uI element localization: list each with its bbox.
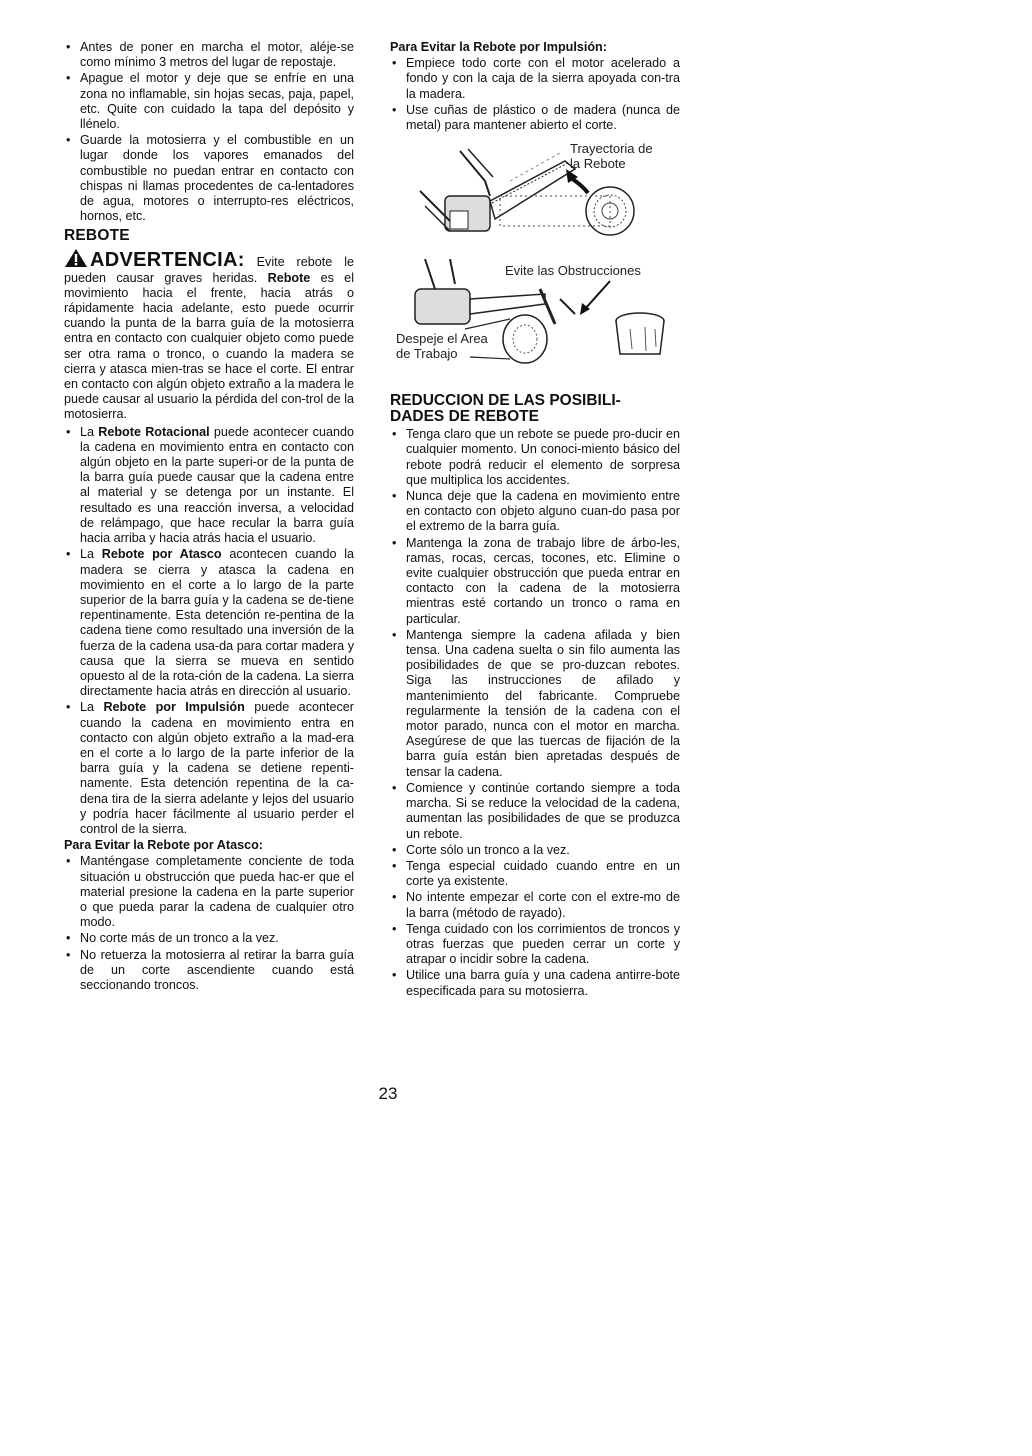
kickback-path-figure xyxy=(390,141,680,251)
warning-triangle-icon xyxy=(64,248,88,268)
section-title-line: REDUCCION DE LAS POSIBILI- xyxy=(390,392,621,410)
section-title-reduction xyxy=(390,393,680,425)
pinch-avoid-list xyxy=(64,854,354,993)
list-item-rotational xyxy=(64,425,354,547)
item-prefix: La xyxy=(80,700,104,715)
chainsaw-kickback-illustration xyxy=(390,141,680,251)
list-item: • No intente empezar el corte con el extre-mo de la barra (método de rayado). xyxy=(390,890,680,920)
list-item: • Mantenga la zona de trabajo libre de árbo-les, ramas, rocas, cercas, tocones, etc. Elimine o evite cualquier obstrucción que pueda entrar en contacto con la cadena de la motosierra mientras esté cortando un tronco o rama en particular. xyxy=(390,536,680,627)
obstructions-figure xyxy=(390,259,680,377)
list-item: • No corte más de un tronco a la vez. xyxy=(64,931,354,946)
item-text: acontecen cuando la madera se cierra y atasca la cadena en movimiento en el corte a lo largo de la parte superior de la barra guía y la cadena se de-tiene repentinamente. Esta detención re-pentina de la cadena tiene como resultado una inversión de la fuerza de la cadena usa-da para cortar madera y causa que la sierra se mueva en sentido opuesto al de la rota-ción de la cadena. La sierra directamente hacia atrás en dirección al usuario. xyxy=(80,547,354,699)
list-item: • Nunca deje que la cadena en movimiento entre en contacto con objeto alguno cuan-do pasa por el extremo de la barra guía. xyxy=(390,489,680,535)
list-item: • No retuerza la motosierra al retirar la barra guía de un corte ascendiente cuando está seccionando troncos. xyxy=(64,948,354,994)
page-number: 23 xyxy=(378,1084,398,1103)
right-column xyxy=(390,40,680,1000)
list-item: • Empiece todo corte con el motor acelerado a fondo y con la caja de la sierra apoyada con-tra la madera. xyxy=(390,56,680,102)
list-item: • Comience y continúe cortando siempre a toda marcha. Si se reduce la velocidad de la cadena, aumentan las posibilidades de que se produzca un rebote. xyxy=(390,781,680,842)
list-item: • Mantenga siempre la cadena afilada y bien tensa. Una cadena suelta o sin filo aumenta las posibilidades de que se pro-duzcan rebotes. Siga las instrucciones de afilado y mantenimiento del fabricante. Compruebe regularmente la tensión de la cadena con el motor parado, nunca con el motor en marcha. Asegúrese de que las tuercas de fijación de la barra guía están bien apretadas después de tensar la cadena. xyxy=(390,628,680,780)
warning-paragraph xyxy=(64,248,354,422)
warning-text-start: Evite rebote le pueden causar graves heridas. xyxy=(64,255,354,285)
pull-heading: Para Evitar la Rebote por Impulsión: xyxy=(390,40,607,54)
clear-area-label-1: Despeje el Area xyxy=(396,331,488,347)
item-prefix: La xyxy=(80,424,99,439)
list-item: • Guarde la motosierra y el combustible en un lugar donde los vapores emanados del combustible no puedan entrar en contacto con chispas ni llamas procedentes de ca-lentadores de agua, motores o interrupto-res eléctricos, hornos, etc. xyxy=(64,133,354,224)
avoid-obstructions-label: Evite las Obstrucciones xyxy=(505,263,641,279)
pinch-heading: Para Evitar la Rebote por Atasco: xyxy=(64,838,263,853)
kickback-path-label-1: Trayectoria de xyxy=(570,141,653,157)
item-text: puede acontecer cuando la cadena en movimiento entra en contacto con algún objeto extraño a la mad-era en el corte a lo largo de la parte inferior de la barra guía y la cadena se detiene repenti-namente. Esta detención repentina de la ca-dena tira de la sierra adelante y lejos del usuario y podría hacer fácilmente al usuario perder el control de la sierra. xyxy=(80,700,354,836)
left-column xyxy=(64,40,354,994)
list-item: • Corte sólo un tronco a la vez. xyxy=(390,843,680,858)
list-item: • Tenga especial cuidado cuando entre en un corte ya existente. xyxy=(390,859,680,889)
warning-label: ADVERTENCIA: xyxy=(90,249,245,272)
list-item-pull xyxy=(64,700,354,837)
fuel-safety-list xyxy=(64,40,354,224)
list-item: • Tenga claro que un rebote se puede pro-ducir en cualquier momento. Un conoci-miento básico del rebote podrá reducir el elemento de sorpresa que multiplica los accidentes. xyxy=(390,427,680,488)
kickback-types-list xyxy=(64,425,354,837)
item-bold-term: Rebote Rotacional xyxy=(98,424,210,439)
kickback-path-label-2: la Rebote xyxy=(570,156,626,172)
list-item: • Utilice una barra guía y una cadena antirre-bote especificada para su motosierra. xyxy=(390,968,680,998)
list-item: • Use cuñas de plástico o de madera (nunca de metal) para mantener abierto el corte. xyxy=(390,103,680,133)
clear-area-label-2: de Trabajo xyxy=(396,346,458,362)
item-prefix: La xyxy=(80,547,102,562)
warning-text-rest: es el movimiento hacia el frente, hacia atrás o rápidamente hacia adelante, esto puede ocurrir cuando la punta de la barra guía de la motosierra entra en contacto con cualquier objeto como puede ser otra rama o tronco, o cuando la madera se cierra y atasca mien-tras se hace el corte. El entrar en contacto con algún objeto extraño a la madera le puede causar al usuario la pérdida del con-trol de la motosierra. xyxy=(64,270,354,422)
section-title-rebote: REBOTE xyxy=(64,227,130,245)
list-item: • Apague el motor y deje que se enfríe en una zona no inflamable, sin hojas secas, paja, papel, etc. Quite con cuidado la tapa del depósito y llénelo. xyxy=(64,71,354,132)
section-title-line: DADES DE REBOTE xyxy=(390,408,539,426)
list-item-pinch xyxy=(64,547,354,699)
list-item: • Manténgase completamente conciente de toda situación u obstrucción que pueda hac-er que el material presione la cadena en la parte superior o que pueda parar la cadena de cualquier otro modo. xyxy=(64,854,354,930)
warning-text-bold: Rebote xyxy=(267,270,311,285)
item-bold-term: Rebote por Atasco xyxy=(101,547,222,562)
list-item: • Antes de poner en marcha el motor, aléje-se como mínimo 3 metros del lugar de repostaje. xyxy=(64,40,354,70)
pull-avoid-list xyxy=(390,56,680,133)
item-bold-term: Rebote por Impulsión xyxy=(103,700,245,715)
reduction-list xyxy=(390,427,680,999)
item-text: puede acontecer cuando la cadena en movimiento entra en contacto con algún objeto en la parte superi-or de la punta de la barra guía puede causar que la cadena entre al material y se detenga por un instante. El resultado es una reacción inversa, a velocidad de relámpago, que hace recular la barra guía hacia arriba y hacia atrás hacia el usuario. xyxy=(80,424,354,546)
list-item: • Tenga cuidado con los corrimientos de troncos y otras fuerzas que pueden cerrar un corte y atrapar o incidir sobre la cadena. xyxy=(390,922,680,968)
